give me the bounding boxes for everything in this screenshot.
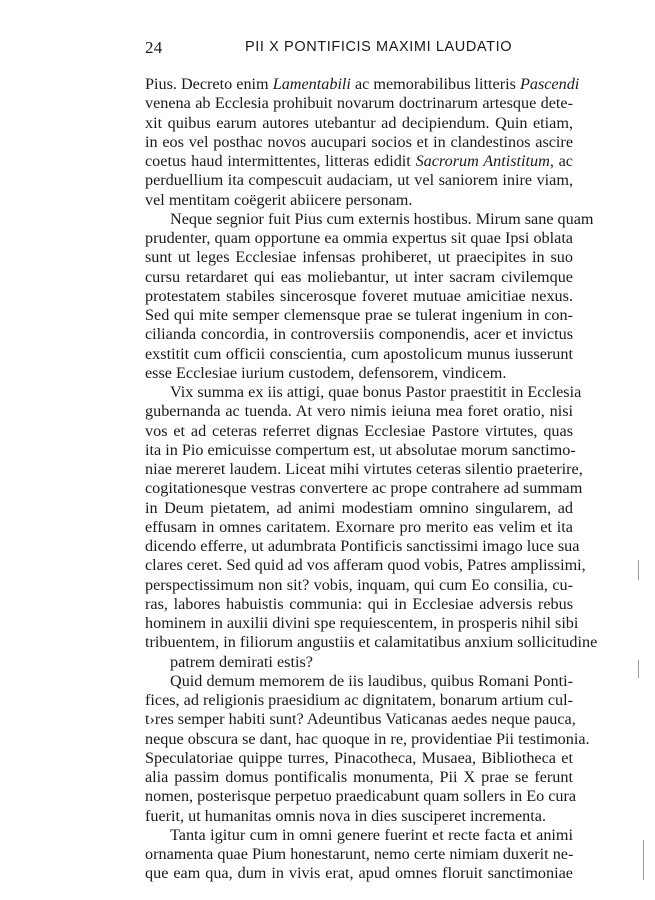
text-line: niae mereret laudem. Liceat mihi virtutes ceteras silentio praeterire, (145, 460, 583, 478)
text-line: que eam qua, dum in vivis erat, apud omnes floruit sanctimoniae (145, 864, 573, 883)
italic-title: Lamentabili (272, 75, 351, 93)
text-line: in eos vel posthac novos aucupari socios et in clandestinos ascire (145, 132, 573, 151)
text-line: t›res semper habiti sunt? Adeuntibus Vaticanas aedes neque pauca, (145, 710, 576, 729)
text-line: clares ceret. Sed quid ad vos afferam quod vobis, Patres amplissimi, (145, 556, 586, 575)
text-line: effusam in omnes caritatem. Exornare pro merito eas velim et ita (145, 517, 573, 536)
text-line: cilianda concordia, in controversiis componendis, acer et invictus (145, 325, 573, 344)
scan-mark (638, 660, 639, 678)
text-line: sunt ut leges Ecclesiae infensas prohiberet, ut praecipites in suo (145, 248, 573, 267)
text-line: esse Ecclesiae iurium custodem, defensorem, vindicem. (145, 363, 507, 382)
text-line: Vix summa ex iis attigi, quae bonus Pastor praestitit in Ecclesia (170, 383, 582, 401)
text-line: gubernanda ac tuenda. At vero nimis ieiuna mea foret oratio, nisi (145, 402, 573, 421)
scan-mark (638, 560, 639, 580)
text-line: alia passim domus pontificalis monumenta, Pii X prae se ferunt (145, 768, 573, 786)
text-line: Pius. Decreto enim Lamentabili ac memorabilibus litteris Pascendi (145, 75, 580, 93)
italic-title: Sacrorum Antistitum (415, 152, 550, 170)
text-line: neque obscura se dant, hac quoque in re, providentiae Pii testimonia. (145, 729, 590, 748)
text-line: tribuentem, in filiorum angustiis et calamitatibus anxium sollicitudine (145, 633, 598, 652)
page-number: 24 (145, 38, 163, 57)
running-title: PII X PONTIFICIS MAXIMI LAUDATIO (245, 39, 513, 55)
text-line: xit quibus earum autores utebantur ad decipiendum. Quin etiam, (145, 113, 573, 132)
text-line: vos et ad ceteras referret dignas Ecclesiae Pastore virtutes, quas (145, 421, 573, 440)
text-line: prudenter, quam opportune ea ommia expertus sit quae Ipsi oblata (145, 229, 573, 247)
text-line: exstitit cum officii conscientia, cum apostolicum munus iusserunt (145, 344, 573, 363)
text-line: dicendo efferre, ut adumbrata Pontificis sanctissimi imago luce sua (145, 537, 580, 555)
text-line: Quid demum memorem de iis laudibus, quibus Romani Ponti- (170, 671, 573, 690)
body-text (145, 75, 598, 884)
text-line: Speculatoriae quippe turres, Pinacotheca, Musaea, Bibliotheca et (145, 748, 573, 767)
text-line: patrem demirati estis? (170, 652, 313, 671)
text-line: cursu retardaret qui eas moliebantur, ut inter sacram civilemque (145, 267, 573, 286)
text-line: nomen, posterisque perpetuo praedicabunt quam sollers in Eo cura (145, 787, 577, 806)
text-line: ita in Pio emicuisse compertum est, ut absolutae morum sanctimo- (145, 440, 576, 459)
text-line: ras, labores habuistis communia: qui in Ecclesiae adversis rebus (145, 594, 573, 613)
text-line: perspectissimum non sit? vobis, inquam, qui cum Eo consilia, cu- (145, 575, 573, 594)
text-line: Neque segnior fuit Pius cum externis hostibus. Mirum sane quam (170, 209, 594, 228)
text-line: Tanta igitur cum in omni genere fuerint et recte facta et animi (170, 825, 573, 844)
page-header (145, 38, 573, 60)
text-line: coetus haud intermittentes, litteras edidit Sacrorum Antistitum, ac (145, 152, 573, 170)
text-line: ornamenta quae Pium honestarunt, nemo certe nimiam duxerit ne- (145, 845, 574, 863)
text-line: Sed qui mite semper clemensque prae se tulerat ingenium in con- (145, 306, 573, 324)
text-line: hominem in auxilii divini spe requiescentem, in prosperis nihil sibi (145, 614, 579, 632)
text-line: cogitationesque vestras convertere ac prope contrahere ad summam (145, 479, 583, 498)
text-line: vel mentitam coëgerit abiicere personam. (145, 190, 413, 209)
italic-title: Pascendi (519, 75, 580, 93)
scan-mark (643, 840, 644, 880)
text-line: venena ab Ecclesia prohibuit novarum doctrinarum artesque dete- (145, 94, 573, 113)
text-line: perduellium ita compescuit audaciam, ut vel saniorem inire viam, (145, 171, 573, 190)
text-line: fices, ad religionis praesidium ac dignitatem, bonarum artium cul- (145, 691, 573, 709)
text-line: protestatem stabiles sincerosque foveret mutuae amicitiae nexus. (145, 286, 573, 305)
text-line: in Deum pietatem, ad animi modestiam omnino singularem, ad (145, 498, 573, 517)
text-line: fuerit, ut humanitas omnis nova in dies susciperet incrementa. (145, 806, 546, 825)
